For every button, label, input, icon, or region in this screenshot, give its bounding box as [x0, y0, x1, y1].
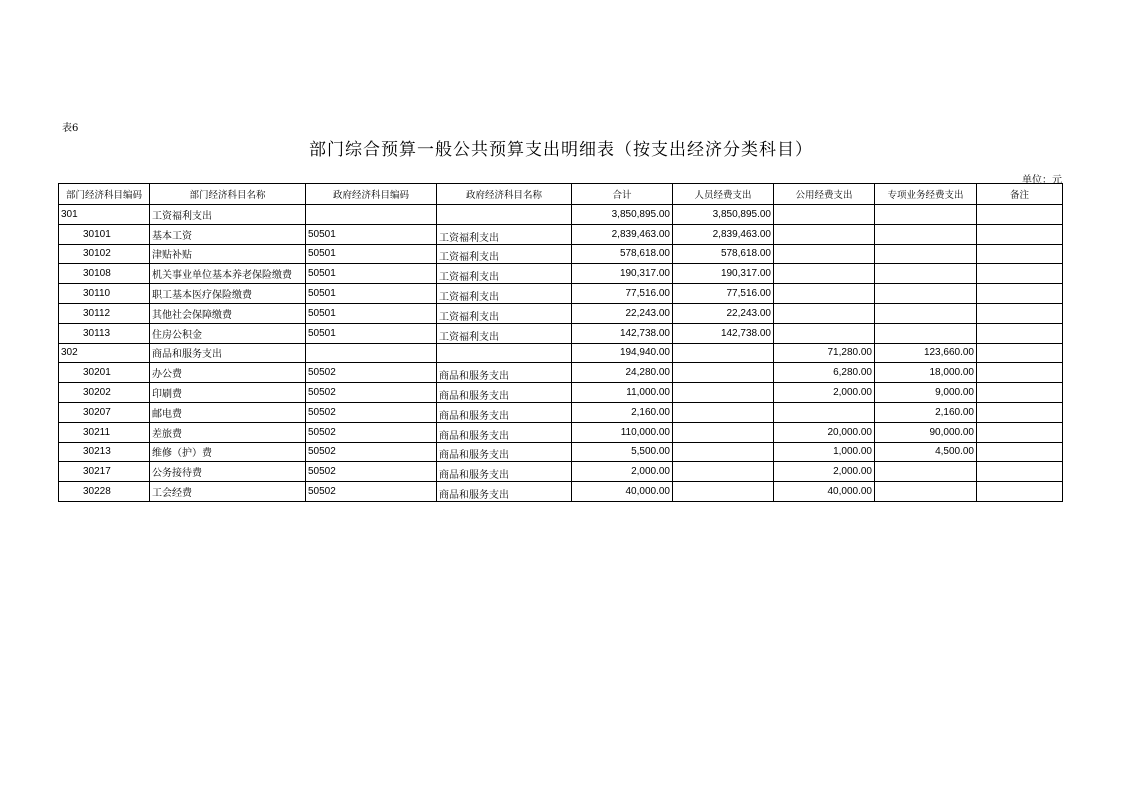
- dept-name-cell: 差旅费: [150, 422, 306, 442]
- personnel-cell: [673, 402, 774, 422]
- note-cell: [977, 264, 1063, 284]
- public-cell: 40,000.00: [774, 482, 875, 502]
- gov-name-cell: 工资福利支出: [437, 323, 572, 343]
- personnel-cell: [673, 462, 774, 482]
- table-row: [59, 224, 1063, 244]
- table-row: [59, 462, 1063, 482]
- page-title: 部门综合预算一般公共预算支出明细表（按支出经济分类科目）: [309, 140, 813, 160]
- total-cell: 24,280.00: [572, 363, 673, 383]
- total-cell: 2,160.00: [572, 402, 673, 422]
- gov-name-cell: 工资福利支出: [437, 284, 572, 304]
- gov-name-cell: 工资福利支出: [437, 303, 572, 323]
- gov-name-cell: 商品和服务支出: [437, 402, 572, 422]
- dept-name-cell: 基本工资: [150, 224, 306, 244]
- gov-code-cell: [306, 343, 437, 363]
- personnel-cell: [673, 482, 774, 502]
- note-cell: [977, 482, 1063, 502]
- total-cell: 2,839,463.00: [572, 224, 673, 244]
- dept-code-cell: 30213: [59, 442, 150, 462]
- personnel-cell: [673, 343, 774, 363]
- dept-code-cell: 30211: [59, 422, 150, 442]
- table-row: [59, 284, 1063, 304]
- gov-name-cell: 商品和服务支出: [437, 363, 572, 383]
- special-cell: [875, 462, 977, 482]
- gov-code-cell: [306, 205, 437, 225]
- note-cell: [977, 422, 1063, 442]
- total-cell: 2,000.00: [572, 462, 673, 482]
- gov-code-cell: 50501: [306, 284, 437, 304]
- public-cell: [774, 284, 875, 304]
- dept-name-cell: 维修（护）费: [150, 442, 306, 462]
- gov-code-cell: 50501: [306, 323, 437, 343]
- dept-code-cell: 302: [59, 343, 150, 363]
- unit-label: 单位：元: [1022, 175, 1062, 186]
- column-header: 合计: [572, 184, 673, 205]
- table-row: [59, 205, 1063, 225]
- dept-code-cell: 30228: [59, 482, 150, 502]
- gov-code-cell: 50501: [306, 244, 437, 264]
- table-number: 表6: [62, 123, 79, 134]
- personnel-cell: 3,850,895.00: [673, 205, 774, 225]
- dept-name-cell: 商品和服务支出: [150, 343, 306, 363]
- gov-name-cell: 商品和服务支出: [437, 442, 572, 462]
- gov-name-cell: 工资福利支出: [437, 264, 572, 284]
- public-cell: [774, 244, 875, 264]
- public-cell: 6,280.00: [774, 363, 875, 383]
- special-cell: 9,000.00: [875, 383, 977, 403]
- special-cell: [875, 224, 977, 244]
- column-header: 专项业务经费支出: [875, 184, 977, 205]
- column-header: 部门经济科目名称: [150, 184, 306, 205]
- gov-code-cell: 50501: [306, 224, 437, 244]
- dept-code-cell: 30207: [59, 402, 150, 422]
- total-cell: 110,000.00: [572, 422, 673, 442]
- special-cell: [875, 244, 977, 264]
- dept-code-cell: 30112: [59, 303, 150, 323]
- table-body: [59, 205, 1063, 502]
- public-cell: 1,000.00: [774, 442, 875, 462]
- dept-code-cell: 301: [59, 205, 150, 225]
- public-cell: [774, 264, 875, 284]
- gov-code-cell: 50502: [306, 383, 437, 403]
- total-cell: 578,618.00: [572, 244, 673, 264]
- gov-name-cell: 工资福利支出: [437, 224, 572, 244]
- dept-code-cell: 30201: [59, 363, 150, 383]
- note-cell: [977, 383, 1063, 403]
- total-cell: 142,738.00: [572, 323, 673, 343]
- total-cell: 3,850,895.00: [572, 205, 673, 225]
- note-cell: [977, 244, 1063, 264]
- public-cell: [774, 323, 875, 343]
- public-cell: [774, 303, 875, 323]
- dept-code-cell: 30108: [59, 264, 150, 284]
- dept-name-cell: 办公费: [150, 363, 306, 383]
- note-cell: [977, 224, 1063, 244]
- total-cell: 190,317.00: [572, 264, 673, 284]
- expenditure-detail-table: [58, 183, 1063, 502]
- column-header: 部门经济科目编码: [59, 184, 150, 205]
- table-row: [59, 343, 1063, 363]
- dept-code-cell: 30202: [59, 383, 150, 403]
- table-row: [59, 303, 1063, 323]
- public-cell: [774, 224, 875, 244]
- special-cell: [875, 284, 977, 304]
- gov-name-cell: 工资福利支出: [437, 244, 572, 264]
- public-cell: 2,000.00: [774, 383, 875, 403]
- table-row: [59, 363, 1063, 383]
- special-cell: 4,500.00: [875, 442, 977, 462]
- personnel-cell: 578,618.00: [673, 244, 774, 264]
- dept-name-cell: 住房公积金: [150, 323, 306, 343]
- gov-code-cell: 50502: [306, 482, 437, 502]
- table-row: [59, 442, 1063, 462]
- note-cell: [977, 402, 1063, 422]
- note-cell: [977, 284, 1063, 304]
- total-cell: 40,000.00: [572, 482, 673, 502]
- special-cell: [875, 323, 977, 343]
- gov-code-cell: 50501: [306, 303, 437, 323]
- gov-code-cell: 50502: [306, 363, 437, 383]
- table-header-row: [59, 184, 1063, 205]
- personnel-cell: [673, 442, 774, 462]
- table-row: [59, 482, 1063, 502]
- note-cell: [977, 323, 1063, 343]
- total-cell: 22,243.00: [572, 303, 673, 323]
- public-cell: 20,000.00: [774, 422, 875, 442]
- gov-name-cell: [437, 205, 572, 225]
- table-row: [59, 323, 1063, 343]
- dept-code-cell: 30110: [59, 284, 150, 304]
- dept-name-cell: 其他社会保障缴费: [150, 303, 306, 323]
- public-cell: [774, 205, 875, 225]
- public-cell: 71,280.00: [774, 343, 875, 363]
- dept-code-cell: 30217: [59, 462, 150, 482]
- dept-name-cell: 工资福利支出: [150, 205, 306, 225]
- personnel-cell: [673, 422, 774, 442]
- dept-name-cell: 职工基本医疗保险缴费: [150, 284, 306, 304]
- table-row: [59, 244, 1063, 264]
- special-cell: 90,000.00: [875, 422, 977, 442]
- column-header: 人员经费支出: [673, 184, 774, 205]
- column-header: 备注: [977, 184, 1063, 205]
- note-cell: [977, 205, 1063, 225]
- total-cell: 77,516.00: [572, 284, 673, 304]
- note-cell: [977, 343, 1063, 363]
- dept-name-cell: 工会经费: [150, 482, 306, 502]
- total-cell: 5,500.00: [572, 442, 673, 462]
- table-row: [59, 264, 1063, 284]
- gov-name-cell: 商品和服务支出: [437, 383, 572, 403]
- total-cell: 11,000.00: [572, 383, 673, 403]
- dept-name-cell: 公务接待费: [150, 462, 306, 482]
- note-cell: [977, 303, 1063, 323]
- gov-name-cell: 商品和服务支出: [437, 462, 572, 482]
- gov-code-cell: 50502: [306, 462, 437, 482]
- gov-code-cell: 50502: [306, 422, 437, 442]
- table-row: [59, 383, 1063, 403]
- personnel-cell: 190,317.00: [673, 264, 774, 284]
- column-header: 政府经济科目编码: [306, 184, 437, 205]
- special-cell: [875, 303, 977, 323]
- special-cell: 2,160.00: [875, 402, 977, 422]
- column-header: 政府经济科目名称: [437, 184, 572, 205]
- personnel-cell: 77,516.00: [673, 284, 774, 304]
- special-cell: [875, 205, 977, 225]
- dept-name-cell: 机关事业单位基本养老保险缴费: [150, 264, 306, 284]
- gov-code-cell: 50502: [306, 442, 437, 462]
- dept-code-cell: 30113: [59, 323, 150, 343]
- gov-name-cell: 商品和服务支出: [437, 422, 572, 442]
- public-cell: 2,000.00: [774, 462, 875, 482]
- special-cell: 18,000.00: [875, 363, 977, 383]
- gov-code-cell: 50502: [306, 402, 437, 422]
- dept-name-cell: 印刷费: [150, 383, 306, 403]
- gov-code-cell: 50501: [306, 264, 437, 284]
- public-cell: [774, 402, 875, 422]
- total-cell: 194,940.00: [572, 343, 673, 363]
- column-header: 公用经费支出: [774, 184, 875, 205]
- dept-name-cell: 津贴补贴: [150, 244, 306, 264]
- table-row: [59, 402, 1063, 422]
- dept-name-cell: 邮电费: [150, 402, 306, 422]
- special-cell: [875, 264, 977, 284]
- dept-code-cell: 30101: [59, 224, 150, 244]
- personnel-cell: 22,243.00: [673, 303, 774, 323]
- personnel-cell: [673, 363, 774, 383]
- dept-code-cell: 30102: [59, 244, 150, 264]
- personnel-cell: [673, 383, 774, 403]
- table-row: [59, 422, 1063, 442]
- note-cell: [977, 442, 1063, 462]
- note-cell: [977, 363, 1063, 383]
- personnel-cell: 142,738.00: [673, 323, 774, 343]
- special-cell: 123,660.00: [875, 343, 977, 363]
- note-cell: [977, 462, 1063, 482]
- personnel-cell: 2,839,463.00: [673, 224, 774, 244]
- special-cell: [875, 482, 977, 502]
- gov-name-cell: 商品和服务支出: [437, 482, 572, 502]
- gov-name-cell: [437, 343, 572, 363]
